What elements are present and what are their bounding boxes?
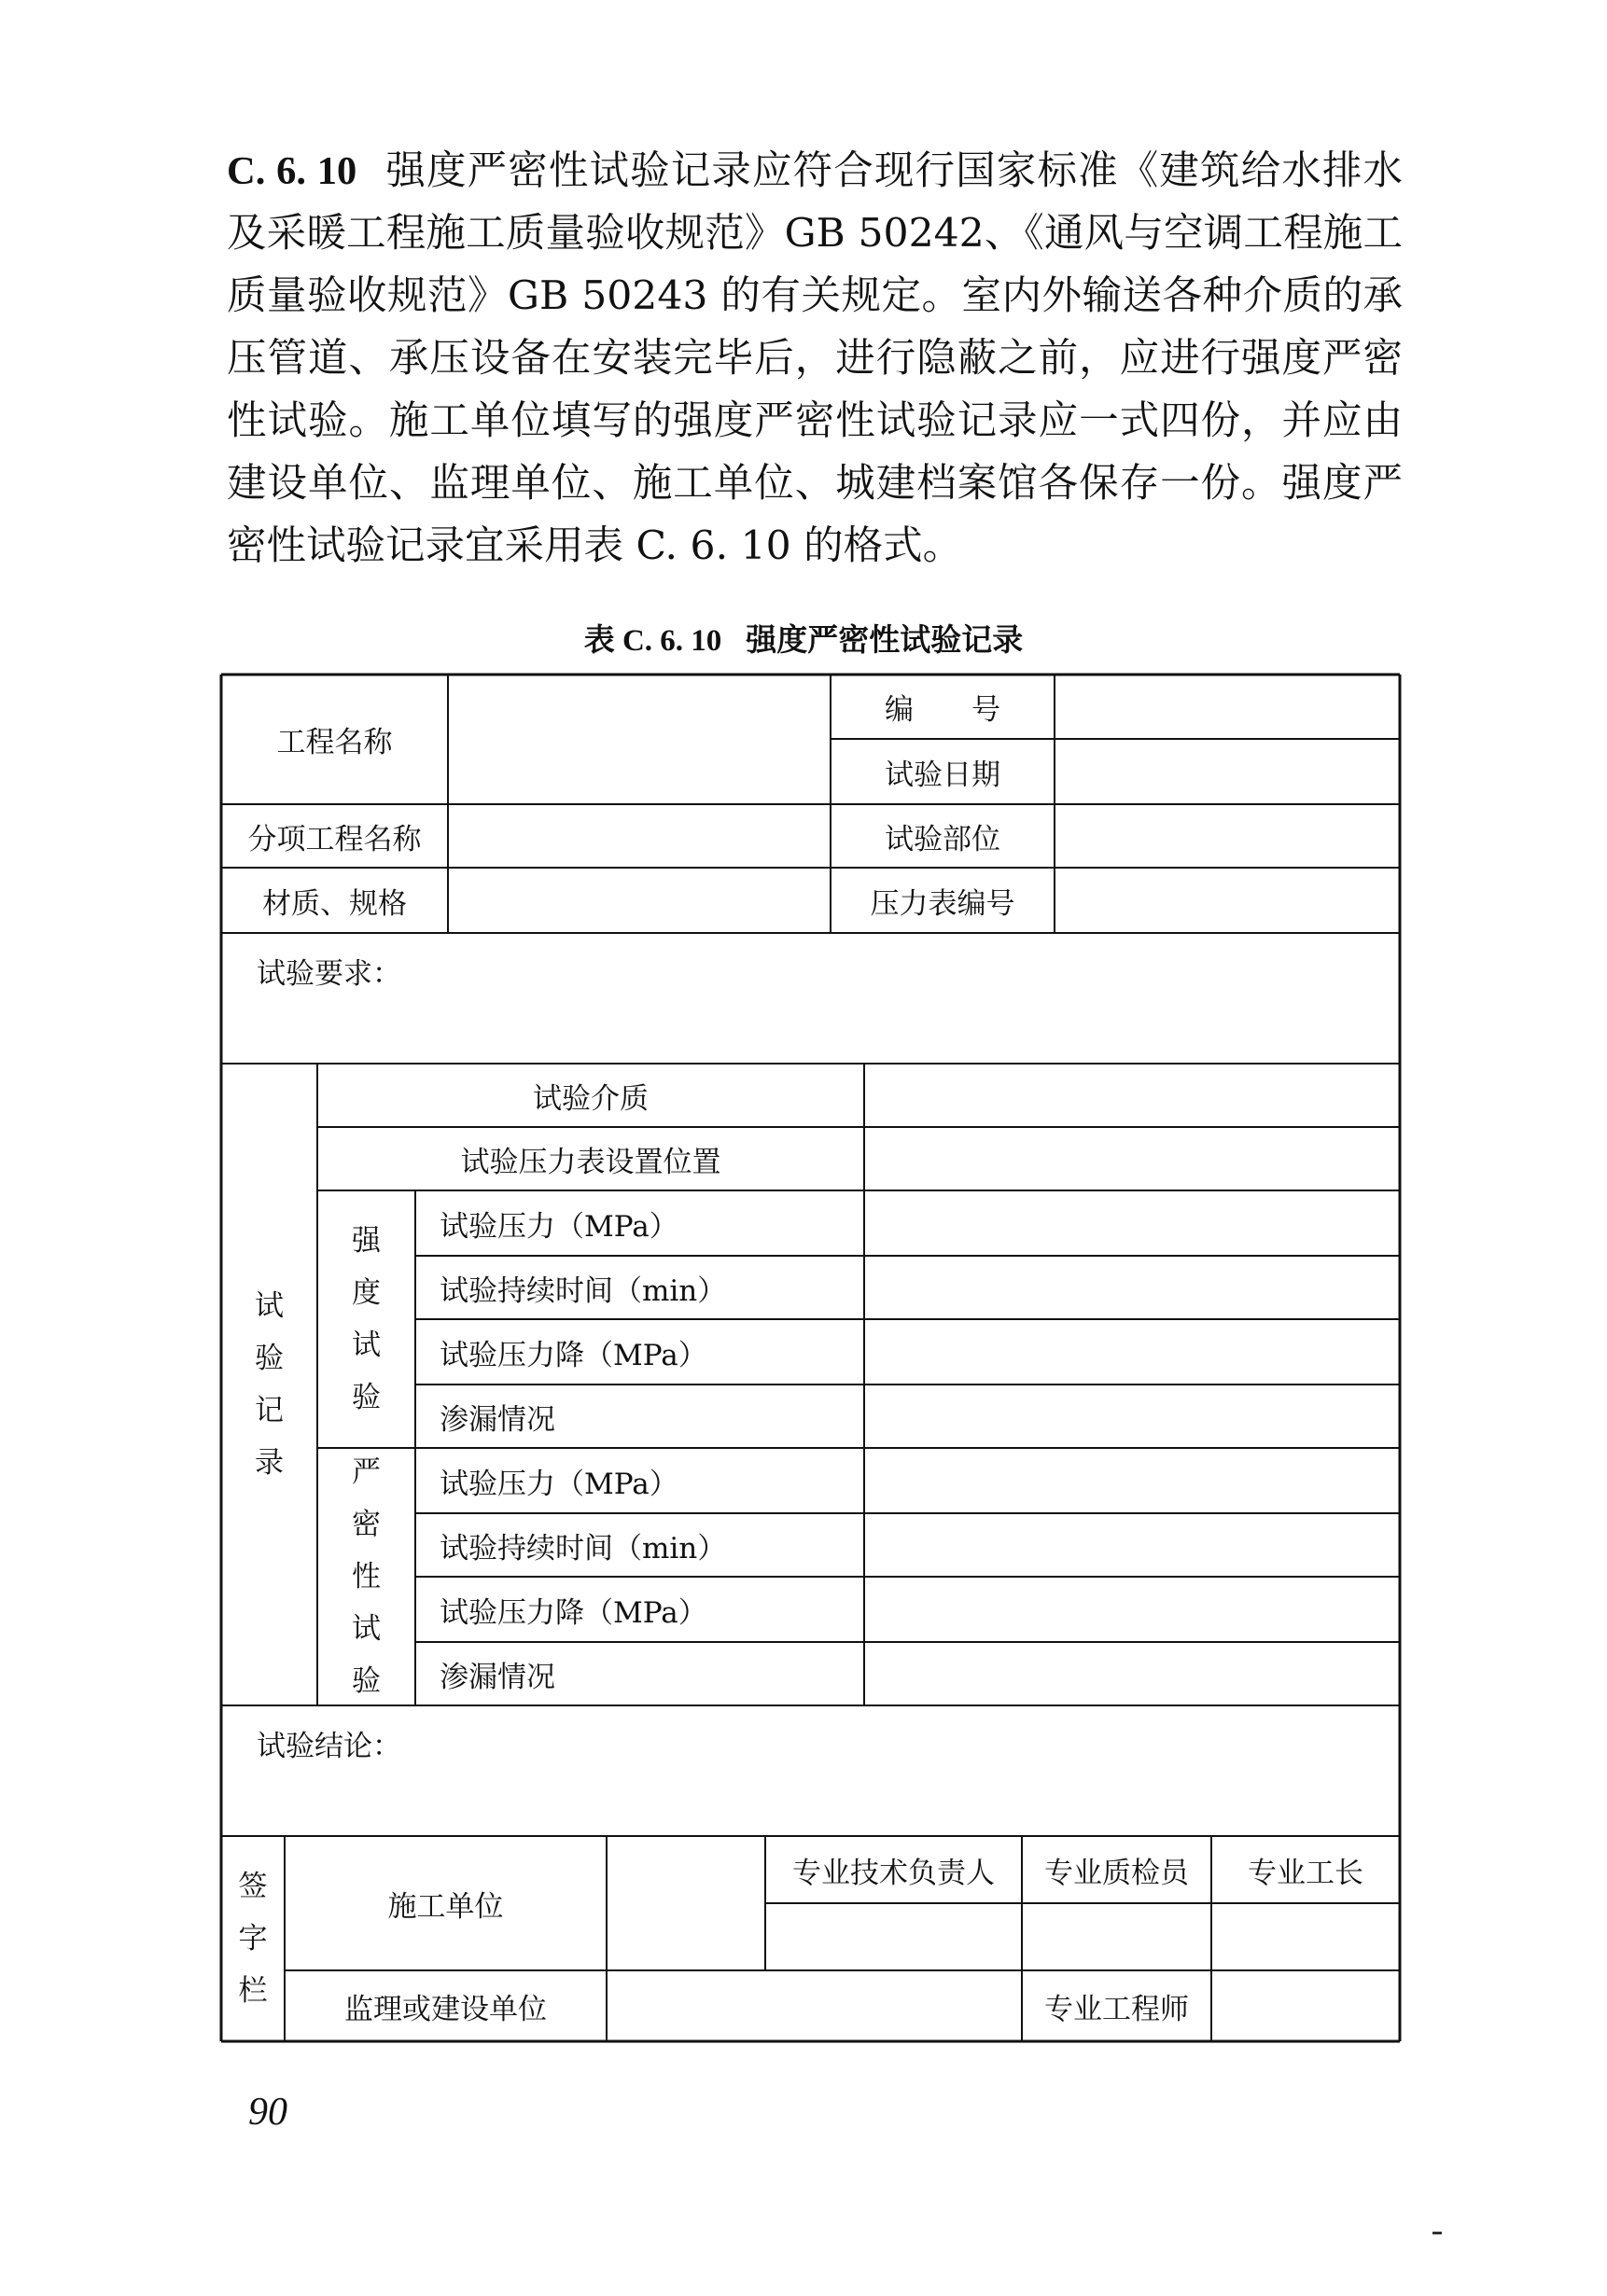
tightness-pressure-value[interactable] xyxy=(864,1448,1400,1513)
strength-pressure-value[interactable] xyxy=(864,1190,1400,1256)
test-date-label: 试验日期 xyxy=(885,758,1000,792)
page-number: 90 xyxy=(248,2091,287,2134)
tightness-leakage-label: 渗漏情况 xyxy=(440,1660,555,1694)
gauge-no-value[interactable] xyxy=(1055,868,1400,933)
tightness-duration-label: 试验持续时间（min） xyxy=(440,1531,727,1565)
tightness-duration-value[interactable] xyxy=(864,1513,1400,1577)
table-caption xyxy=(0,616,1607,660)
strength-pressure-label: 试验压力（MPa） xyxy=(440,1209,678,1244)
material-spec-label: 材质、规格 xyxy=(262,886,407,921)
strength-pressure-drop-value[interactable] xyxy=(864,1319,1400,1385)
project-name-value[interactable] xyxy=(448,675,831,804)
clause-paragraph xyxy=(227,140,1403,577)
test-date-value[interactable] xyxy=(1055,739,1400,804)
construction-unit-label: 施工单位 xyxy=(387,1889,504,1924)
quality-inspector-signature[interactable] xyxy=(1022,1903,1211,1970)
strength-duration-value[interactable] xyxy=(864,1256,1400,1319)
foreman-signature[interactable] xyxy=(1211,1903,1400,1970)
test-location-value[interactable] xyxy=(1055,804,1400,868)
strength-group-label: 强 度 试 验 xyxy=(352,1224,381,1414)
strength-leakage-value[interactable] xyxy=(864,1385,1400,1448)
tightness-pressure-drop-value[interactable] xyxy=(864,1577,1400,1642)
strength-duration-label: 试验持续时间（min） xyxy=(440,1273,727,1308)
sub-project-name-label: 分项工程名称 xyxy=(247,822,422,856)
engineer-signature[interactable] xyxy=(1211,1970,1400,2041)
strength-pressure-drop-label: 试验压力降（MPa） xyxy=(440,1338,707,1372)
medium-label: 试验介质 xyxy=(533,1081,649,1116)
requirements-label: 试验要求： xyxy=(257,957,401,991)
serial-no-value[interactable] xyxy=(1055,675,1400,739)
strength-leakage-label: 渗漏情况 xyxy=(440,1402,555,1437)
table-number: 表 C. 6. 10 xyxy=(583,624,722,658)
project-name-label: 工程名称 xyxy=(276,726,393,759)
record-group-label: 试 验 记 录 xyxy=(255,1289,284,1480)
supervision-unit-value[interactable] xyxy=(607,1970,1022,2041)
tightness-group-label: 严 密 性 试 验 xyxy=(352,1455,381,1698)
conclusion-label: 试验结论： xyxy=(257,1730,401,1763)
material-spec-value[interactable] xyxy=(448,868,831,933)
serial-no-label: 编 号 xyxy=(885,693,1000,727)
sub-project-name-value[interactable] xyxy=(448,804,831,868)
tightness-leakage-value[interactable] xyxy=(864,1642,1400,1705)
clause-number: C. 6. 10 xyxy=(227,149,357,193)
tightness-pressure-label: 试验压力（MPa） xyxy=(440,1467,678,1501)
tech-lead-signature[interactable] xyxy=(765,1903,1022,1970)
supervision-unit-label: 监理或建设单位 xyxy=(344,1992,547,2026)
medium-value[interactable] xyxy=(864,1064,1400,1127)
quality-inspector-label: 专业质检员 xyxy=(1044,1856,1189,1890)
engineer-label: 专业工程师 xyxy=(1044,1992,1189,2026)
signature-group-label: 签 字 栏 xyxy=(238,1870,268,2008)
gauge-position-value[interactable] xyxy=(864,1127,1400,1190)
gauge-position-label: 试验压力表设置位置 xyxy=(460,1145,721,1179)
gauge-no-label: 压力表编号 xyxy=(870,886,1015,921)
scan-speck xyxy=(1432,2232,1442,2234)
tech-lead-label: 专业技术负责人 xyxy=(792,1856,995,1890)
tightness-pressure-drop-label: 试验压力降（MPa） xyxy=(440,1595,707,1630)
clause-text: 强度严密性试验记录应符合现行国家标准《建筑给水排水及采暖工程施工质量验收规范》GB 50242、《通风与空调工程施工质量验收规范》GB 50243 的有关规定。室内外输送各种介质的承压管道、承压设备在安装完毕后，进行隐蔽之前，应进行强度严密性试验。施工单位填写的强度严密性试验记录应一式四份，并应由建设单位、监理单位、施工单位、城建档案馆各保存一份。强度严密性试验记录宜采用表 C. 6. 10 的格式。 xyxy=(227,148,1403,569)
test-location-label: 试验部位 xyxy=(885,822,1000,856)
table-title: 强度严密性试验记录 xyxy=(746,621,1024,658)
foreman-label: 专业工长 xyxy=(1248,1856,1363,1890)
construction-unit-value[interactable] xyxy=(607,1836,765,1970)
